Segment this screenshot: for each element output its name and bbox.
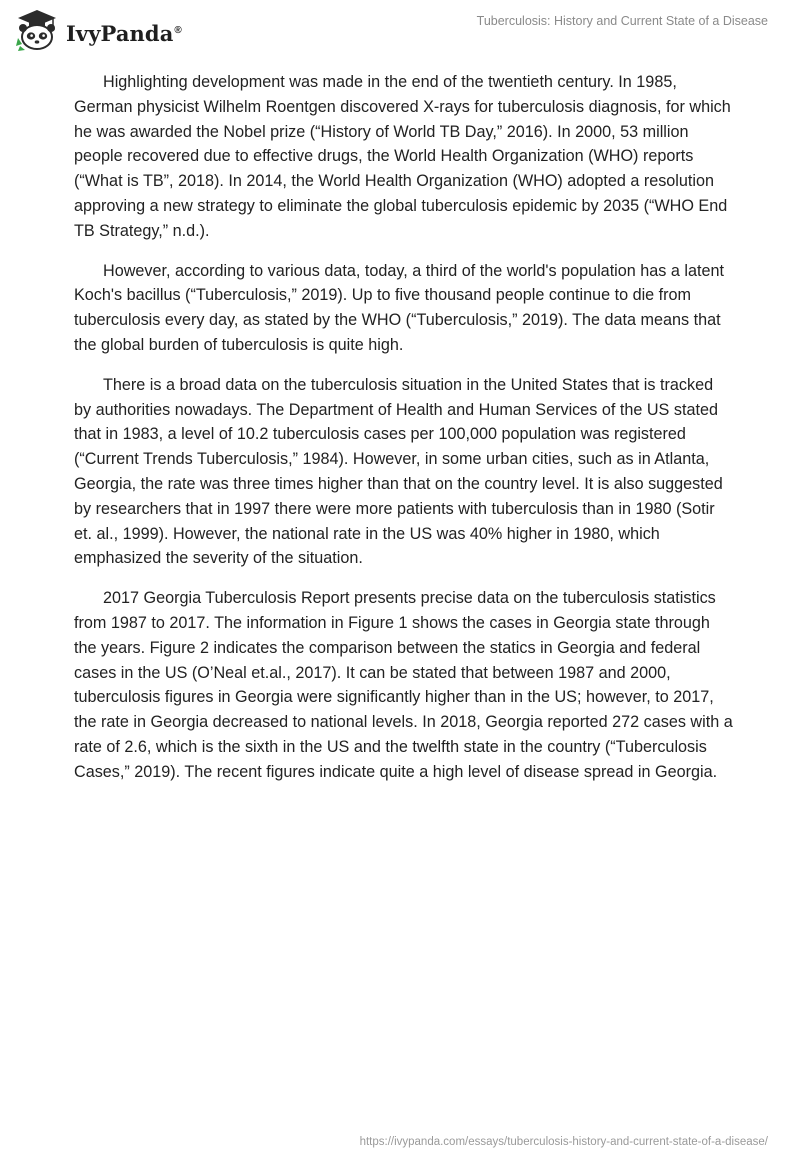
paragraph: There is a broad data on the tuberculosis situation in the United States that is tracked by authorities nowadays. The Department of Health and Human Services of the US stated that in 1983, a level of 10.2 tuberculosis cases per 100,000 population was registered (“Current Trends Tuberculosis,” 1984). However, in some urban cities, such as in Atlanta, Georgia, the rate was three times higher than that on the country level. It is also suggested by researchers that in 1997 there were more patients with tuberculosis than in 1980 (Sotir et. al., 1999). However, the national rate in the US was 40% higher in 1980, which emphasized the severity of the situation.	[74, 375, 723, 568]
brand-logo[interactable]	[12, 8, 182, 52]
source-url-link[interactable]: https://ivypanda.com/essays/tuberculosis-history-and-current-state-of-a-disease/	[359, 1136, 768, 1148]
panda-graduate-icon	[12, 8, 62, 52]
essay-body	[74, 70, 734, 800]
paragraph: However, according to various data, today, a third of the world's population has a latent Koch's bacillus (“Tuberculosis,” 2019). Up to five thousand people continue to die from tuberculosis every day, as stated by the WHO (“Tuberculosis,” 2019). The data means that the global burden of tuberculosis is quite high.	[74, 261, 724, 354]
document-title: Tuberculosis: History and Current State of a Disease	[476, 14, 768, 28]
registered-mark: ®	[174, 24, 182, 36]
brand-name: IvyPanda®	[66, 20, 182, 46]
paragraph: Highlighting development was made in the end of the twentieth century. In 1985, German physicist Wilhelm Roentgen discovered X-rays for tuberculosis diagnosis, for which he was awarded the Nobel prize (“History of World TB Day,” 2016). In 2000, 53 million people recovered due to effective drugs, the World Health Organization (WHO) reports (“What is TB”, 2018). In 2014, the World Health Organization (WHO) adopted a resolution approving a new strategy to eliminate the global tuberculosis epidemic by 2035 (“WHO End TB Strategy,” n.d.).	[74, 73, 731, 240]
page-header	[0, 0, 800, 60]
paragraph: 2017 Georgia Tuberculosis Report presents precise data on the tuberculosis statistics from 1987 to 2017. The information in Figure 1 shows the cases in Georgia state through the years. Figure 2 indicates the comparison between the statics in Georgia and federal cases in the US (O’Neal et.al., 2017). It can be stated that between 1987 and 2000, tuberculosis figures in Georgia were significantly higher than in the US; however, to 2017, the rate in Georgia decreased to national levels. In 2018, Georgia reported 272 cases with a rate of 2.6, which is the sixth in the US and the twelfth state in the country (“Tuberculosis Cases,” 2019). The recent figures indicate quite a high level of disease spread in Georgia.	[74, 589, 733, 781]
